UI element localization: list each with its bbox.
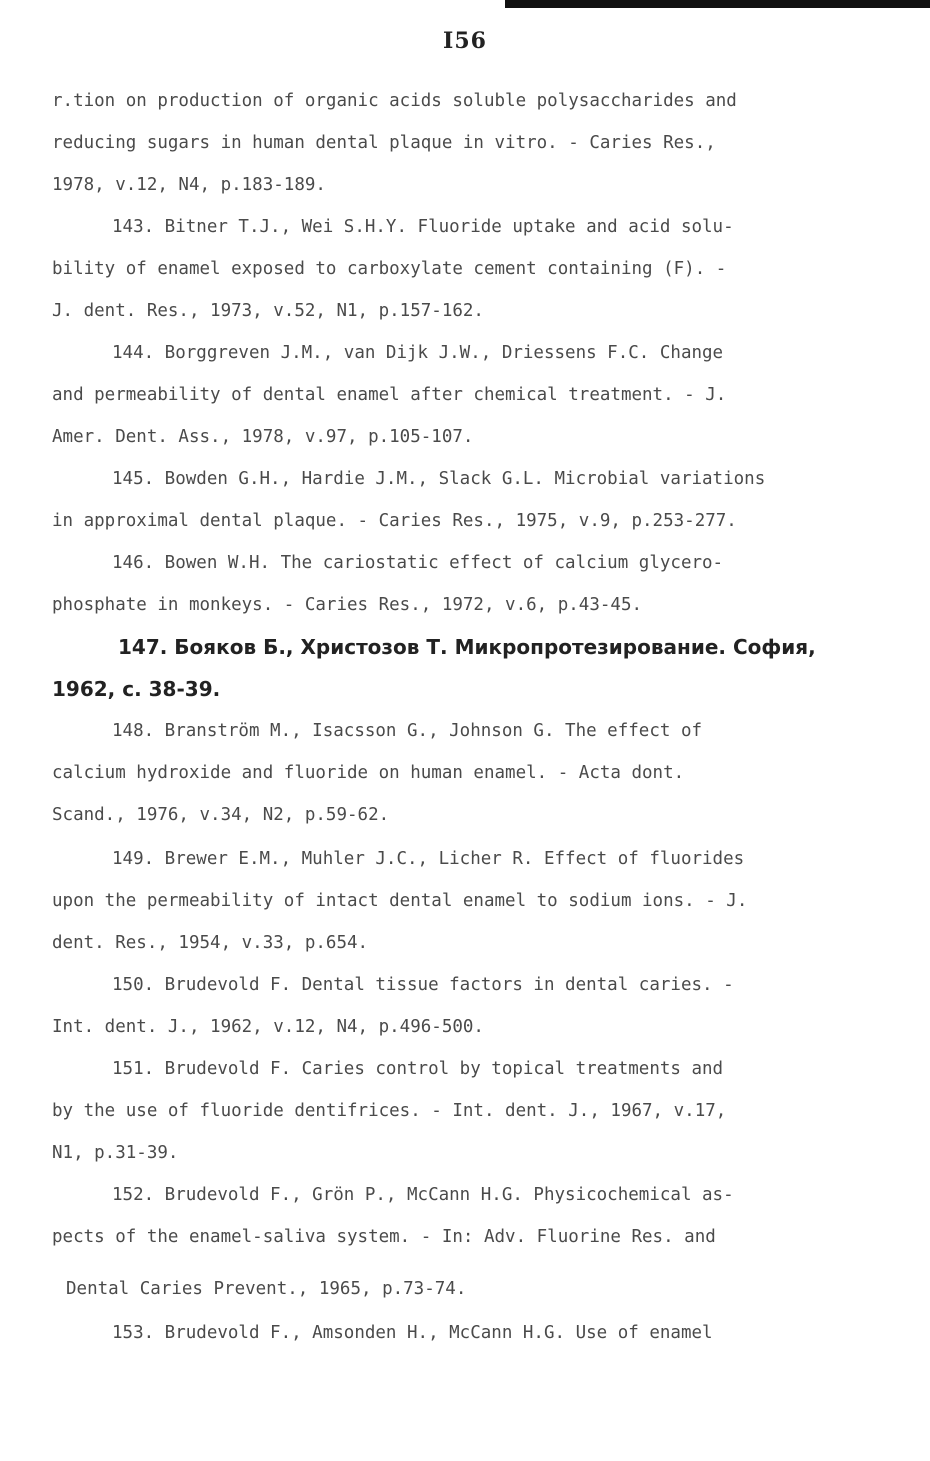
reference-150-start: 150. Brudevold F. Dental tissue factors in dental caries. -	[112, 975, 734, 995]
page-number: I56	[443, 28, 487, 54]
text-line: phosphate in monkeys. - Caries Res., 1972, v.6, p.43-45.	[52, 595, 643, 615]
text-line: and permeability of dental enamel after chemical treatment. - J.	[52, 385, 727, 405]
reference-147-start: 147. Бояков Б., Христозов Т. Микропротезирование. София,	[118, 635, 816, 659]
reference-153-start: 153. Brudevold F., Amsonden H., McCann H.G. Use of enamel	[112, 1323, 713, 1343]
reference-146-start: 146. Bowen W.H. The cariostatic effect of calcium glycero-	[112, 553, 724, 573]
text-line: Amer. Dent. Ass., 1978, v.97, p.105-107.	[52, 427, 474, 447]
text-line: Dental Caries Prevent., 1965, p.73-74.	[66, 1279, 467, 1299]
text-line: calcium hydroxide and fluoride on human enamel. - Acta dont.	[52, 763, 685, 783]
text-line: J. dent. Res., 1973, v.52, N1, p.157-162.	[52, 301, 484, 321]
text-line: N1, p.31-39.	[52, 1143, 179, 1163]
reference-148-start: 148. Branström M., Isacsson G., Johnson G. The effect of	[112, 721, 703, 741]
text-line: 1978, v.12, N4, p.183-189.	[52, 175, 326, 195]
top-rule	[505, 0, 930, 8]
text-line: Int. dent. J., 1962, v.12, N4, p.496-500.	[52, 1017, 484, 1037]
text-line: dent. Res., 1954, v.33, p.654.	[52, 933, 369, 953]
text-line: by the use of fluoride dentifrices. - Int. dent. J., 1967, v.17,	[52, 1101, 727, 1121]
text-line: pects of the enamel-saliva system. - In: Adv. Fluorine Res. and	[52, 1227, 716, 1247]
reference-149-start: 149. Brewer E.M., Muhler J.C., Licher R. Effect of fluorides	[112, 849, 745, 869]
reference-143-start: 143. Bitner T.J., Wei S.H.Y. Fluoride uptake and acid solu-	[112, 217, 734, 237]
text-line: Scand., 1976, v.34, N2, p.59-62.	[52, 805, 390, 825]
text-line: upon the permeability of intact dental enamel to sodium ions. - J.	[52, 891, 748, 911]
reference-145-start: 145. Bowden G.H., Hardie J.M., Slack G.L. Microbial variations	[112, 469, 766, 489]
reference-151-start: 151. Brudevold F. Caries control by topical treatments and	[112, 1059, 724, 1079]
text-line: in approximal dental plaque. - Caries Res., 1975, v.9, p.253-277.	[52, 511, 737, 531]
text-line: r.tion on production of organic acids soluble polysaccharides and	[52, 91, 737, 111]
reference-144-start: 144. Borggreven J.M., van Dijk J.W., Driessens F.C. Change	[112, 343, 724, 363]
text-line: reducing sugars in human dental plaque in vitro. - Caries Res.,	[52, 133, 716, 153]
reference-152-start: 152. Brudevold F., Grön P., McCann H.G. Physicochemical as-	[112, 1185, 734, 1205]
text-line: 1962, с. 38-39.	[52, 677, 221, 701]
text-line: bility of enamel exposed to carboxylate cement containing (F). -	[52, 259, 727, 279]
